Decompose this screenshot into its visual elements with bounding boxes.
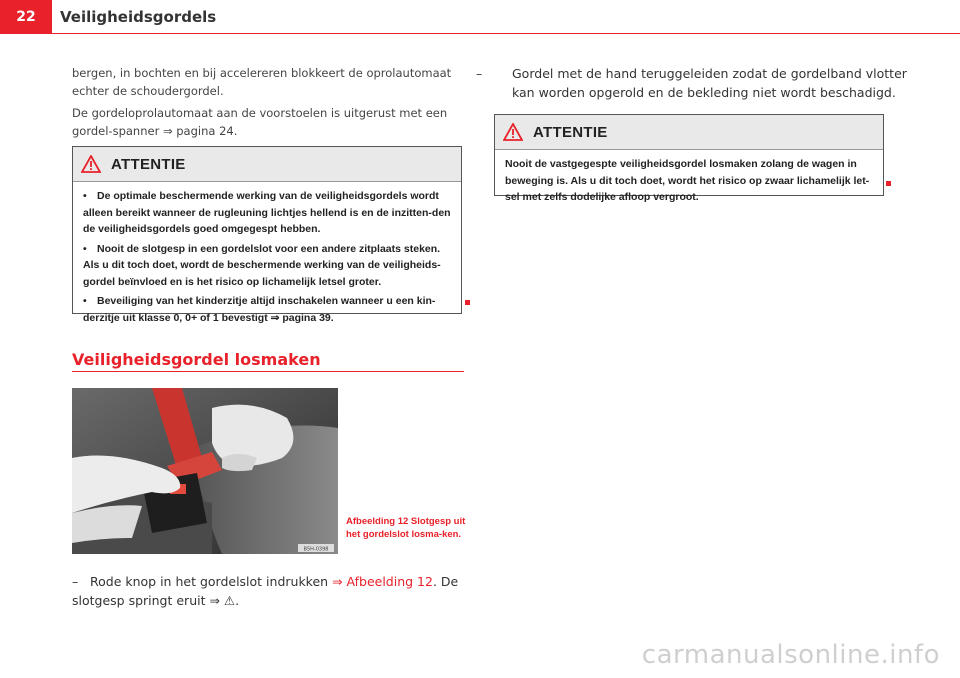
retractor-paragraph: De gordeloprolautomaat aan de voorstoelen is uitgerust met een gordel-spanner ⇒ pagina 24. [72,106,448,138]
warning-box-right [494,114,884,203]
warning-header [73,147,461,182]
intro-paragraph: bergen, in bochten en bij accelereren blokkeert de oprolautomaat echter de schoudergordel. [72,66,452,98]
page-number: 22 [0,0,52,34]
warning-triangle-icon [503,123,523,141]
warning-box-left [72,146,462,324]
watermark: carmanualsonline.info [641,640,940,670]
warning-item: • Beveiliging van het kinderzitje altijd inschakelen wanneer u een kin-derzitje uit klasse 0, 0+ of 1 bevestigt ⇒ pagina 39. [83,295,436,324]
figure-code: B5H-0398 [303,546,329,553]
warning-body [495,150,883,217]
section-title: Veiligheidsgordel losmaken [72,350,321,369]
warning-item: • Nooit de slotgesp in een gordelslot voor een andere zitplaats steken. Als u dit toch doet, wordt de beschermende werking van de veiligheids-gordel beïnvloed en is het risico op lichamelijk letsel groter. [83,242,441,288]
belt-buckle-illustration [72,388,338,554]
warning-triangle-icon [81,155,101,173]
page-title: Veiligheidsgordels [60,8,217,26]
warning-header [495,115,883,150]
warning-title: ATTENTIE [533,123,608,141]
warning-title: ATTENTIE [111,155,186,173]
warning-item: • De optimale beschermende werking van de veiligheidsgordels wordt alleen bereikt wanneer de rugleuning lichtjes hellend is en de inzitten-den de veiligheidsgordels goed omgegespt hebben. [83,190,451,235]
section-divider [72,371,464,372]
step-guide-belt: – Gordel met de hand teruggeleiden zodat de gordelband vlotter kan worden opgerold en de bekleding niet wordt beschadigd. [476,66,907,100]
warning-text: Nooit de vastgegespte veiligheidsgordel losmaken zolang de wagen in beweging is. Als u dit toch doet, wordt het risico op zwaar lichamelijk let-sel met zelfs dodelijke afloop vergroot. [505,158,870,203]
figure-caption: Afbeelding 12 Slotgesp uit het gordelslot losma-ken. [346,516,466,540]
step-press-button: – Rode knop in het gordelslot indrukken ⇒ Afbeelding 12. De slotgesp springt eruit ⇒ ⚠. [72,574,459,608]
end-of-section-marker [886,181,891,186]
header-divider [52,33,960,34]
warning-body [73,182,461,337]
figure-reference-link[interactable]: ⇒ Afbeelding 12 [332,574,433,589]
end-of-section-marker [465,300,470,305]
belt-buckle-figure [72,388,338,554]
